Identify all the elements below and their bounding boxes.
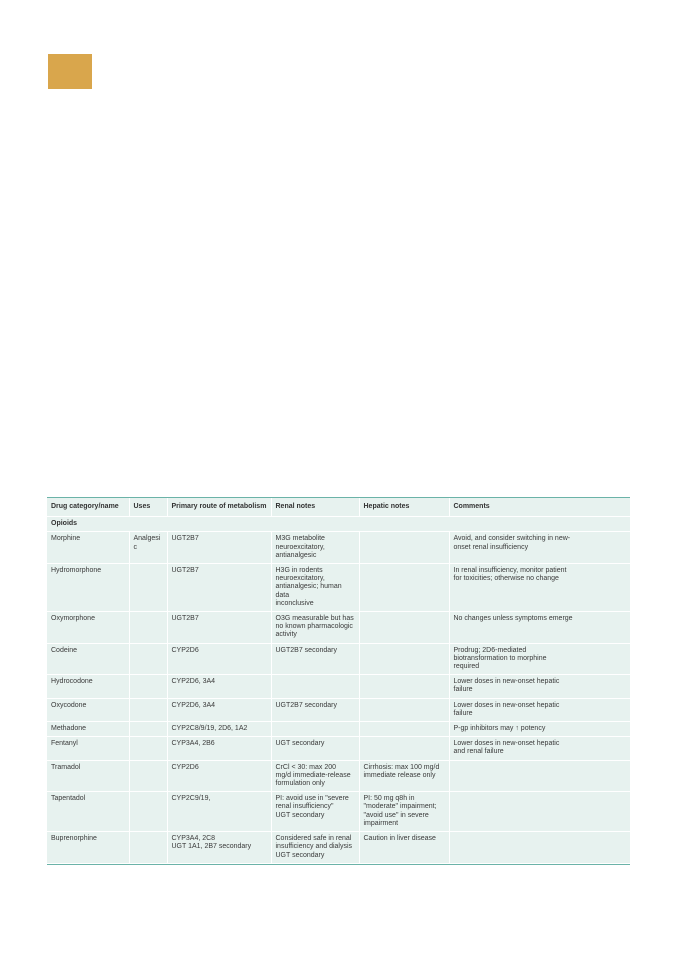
cell-route: UGT2B7 (167, 564, 271, 612)
cell-comments: Lower doses in new-onset hepatic and renal failure (449, 737, 630, 760)
group-label: Opioids (47, 517, 630, 532)
cell-renal: O3G measurable but has no known pharmacologic activity (271, 612, 359, 644)
header-drug: Drug category/name (47, 498, 129, 517)
group-row (47, 517, 630, 532)
cell-comments: Lower doses in new-onset hepatic failure (449, 675, 630, 698)
table-row (47, 675, 630, 698)
cell-route: CYP2D6 (167, 643, 271, 675)
table-row (47, 792, 630, 832)
cell-route: CYP2C9/19, (167, 792, 271, 832)
cell-drug: Buprenorphine (47, 832, 129, 864)
cell-comments (449, 760, 630, 792)
cell-comments: No changes unless symptoms emerge (449, 612, 630, 644)
cell-renal: UGT2B7 secondary (271, 698, 359, 721)
table-row (47, 612, 630, 644)
cell-hepatic: Cirrhosis: max 100 mg/d immediate release only (359, 760, 449, 792)
cell-comments: Avoid, and consider switching in new- onset renal insufficiency (449, 532, 630, 564)
cell-uses (129, 737, 167, 760)
header-route: Primary route of metabolism (167, 498, 271, 517)
cell-renal: PI: avoid use in "severe renal insufficiency" UGT secondary (271, 792, 359, 832)
cell-hepatic (359, 612, 449, 644)
cell-drug: Codeine (47, 643, 129, 675)
cell-renal: H3G in rodents neuroexcitatory, antianalgesic; human data inconclusive (271, 564, 359, 612)
cell-uses (129, 792, 167, 832)
cell-hepatic (359, 532, 449, 564)
cell-hepatic (359, 643, 449, 675)
table-row (47, 760, 630, 792)
cell-uses (129, 760, 167, 792)
cell-uses (129, 643, 167, 675)
table-row (47, 532, 630, 564)
cell-renal: M3G metabolite neuroexcitatory, antianalgesic (271, 532, 359, 564)
cell-drug: Tapentadol (47, 792, 129, 832)
header-renal: Renal notes (271, 498, 359, 517)
cell-comments: P-gp inhibitors may ↑ potency (449, 722, 630, 737)
table-row (47, 698, 630, 721)
drug-metabolism-table (47, 497, 630, 865)
cell-renal: Considered safe in renal insufficiency and dialysis UGT secondary (271, 832, 359, 864)
cell-uses (129, 722, 167, 737)
table-row (47, 722, 630, 737)
corner-color-block (48, 54, 92, 89)
cell-hepatic: Caution in liver disease (359, 832, 449, 864)
cell-route: CYP3A4, 2B6 (167, 737, 271, 760)
table-row (47, 564, 630, 612)
cell-uses (129, 564, 167, 612)
cell-hepatic (359, 737, 449, 760)
cell-renal: UGT secondary (271, 737, 359, 760)
cell-route: CYP3A4, 2C8 UGT 1A1, 2B7 secondary (167, 832, 271, 864)
cell-comments: Lower doses in new-onset hepatic failure (449, 698, 630, 721)
cell-uses (129, 675, 167, 698)
cell-route: CYP2D6, 3A4 (167, 698, 271, 721)
cell-drug: Tramadol (47, 760, 129, 792)
cell-renal (271, 722, 359, 737)
cell-hepatic (359, 675, 449, 698)
cell-drug: Hydromorphone (47, 564, 129, 612)
table-row (47, 643, 630, 675)
cell-drug: Oxymorphone (47, 612, 129, 644)
cell-uses (129, 698, 167, 721)
cell-drug: Oxycodone (47, 698, 129, 721)
cell-uses: Analgesic (129, 532, 167, 564)
cell-drug: Morphine (47, 532, 129, 564)
table-row (47, 737, 630, 760)
cell-comments (449, 792, 630, 832)
cell-route: UGT2B7 (167, 532, 271, 564)
cell-comments: In renal insufficiency, monitor patient for toxicities; otherwise no change (449, 564, 630, 612)
cell-route: CYP2D6 (167, 760, 271, 792)
header-comments: Comments (449, 498, 630, 517)
cell-drug: Hydrocodone (47, 675, 129, 698)
table-row (47, 832, 630, 864)
cell-renal: UGT2B7 secondary (271, 643, 359, 675)
header-uses: Uses (129, 498, 167, 517)
cell-route: CYP2D6, 3A4 (167, 675, 271, 698)
cell-uses (129, 832, 167, 864)
cell-drug: Methadone (47, 722, 129, 737)
cell-comments: Prodrug; 2D6-mediated biotransformation to morphine required (449, 643, 630, 675)
cell-comments (449, 832, 630, 864)
cell-hepatic: PI: 50 mg q8h in "moderate" impairment; "avoid use" in severe impairment (359, 792, 449, 832)
cell-hepatic (359, 698, 449, 721)
cell-hepatic (359, 564, 449, 612)
cell-uses (129, 612, 167, 644)
table-header-row (47, 498, 630, 517)
header-hepatic: Hepatic notes (359, 498, 449, 517)
cell-hepatic (359, 722, 449, 737)
cell-renal: CrCl < 30: max 200 mg/d immediate-release formulation only (271, 760, 359, 792)
cell-drug: Fentanyl (47, 737, 129, 760)
cell-route: CYP2C8/9/19, 2D6, 1A2 (167, 722, 271, 737)
cell-renal (271, 675, 359, 698)
cell-route: UGT2B7 (167, 612, 271, 644)
